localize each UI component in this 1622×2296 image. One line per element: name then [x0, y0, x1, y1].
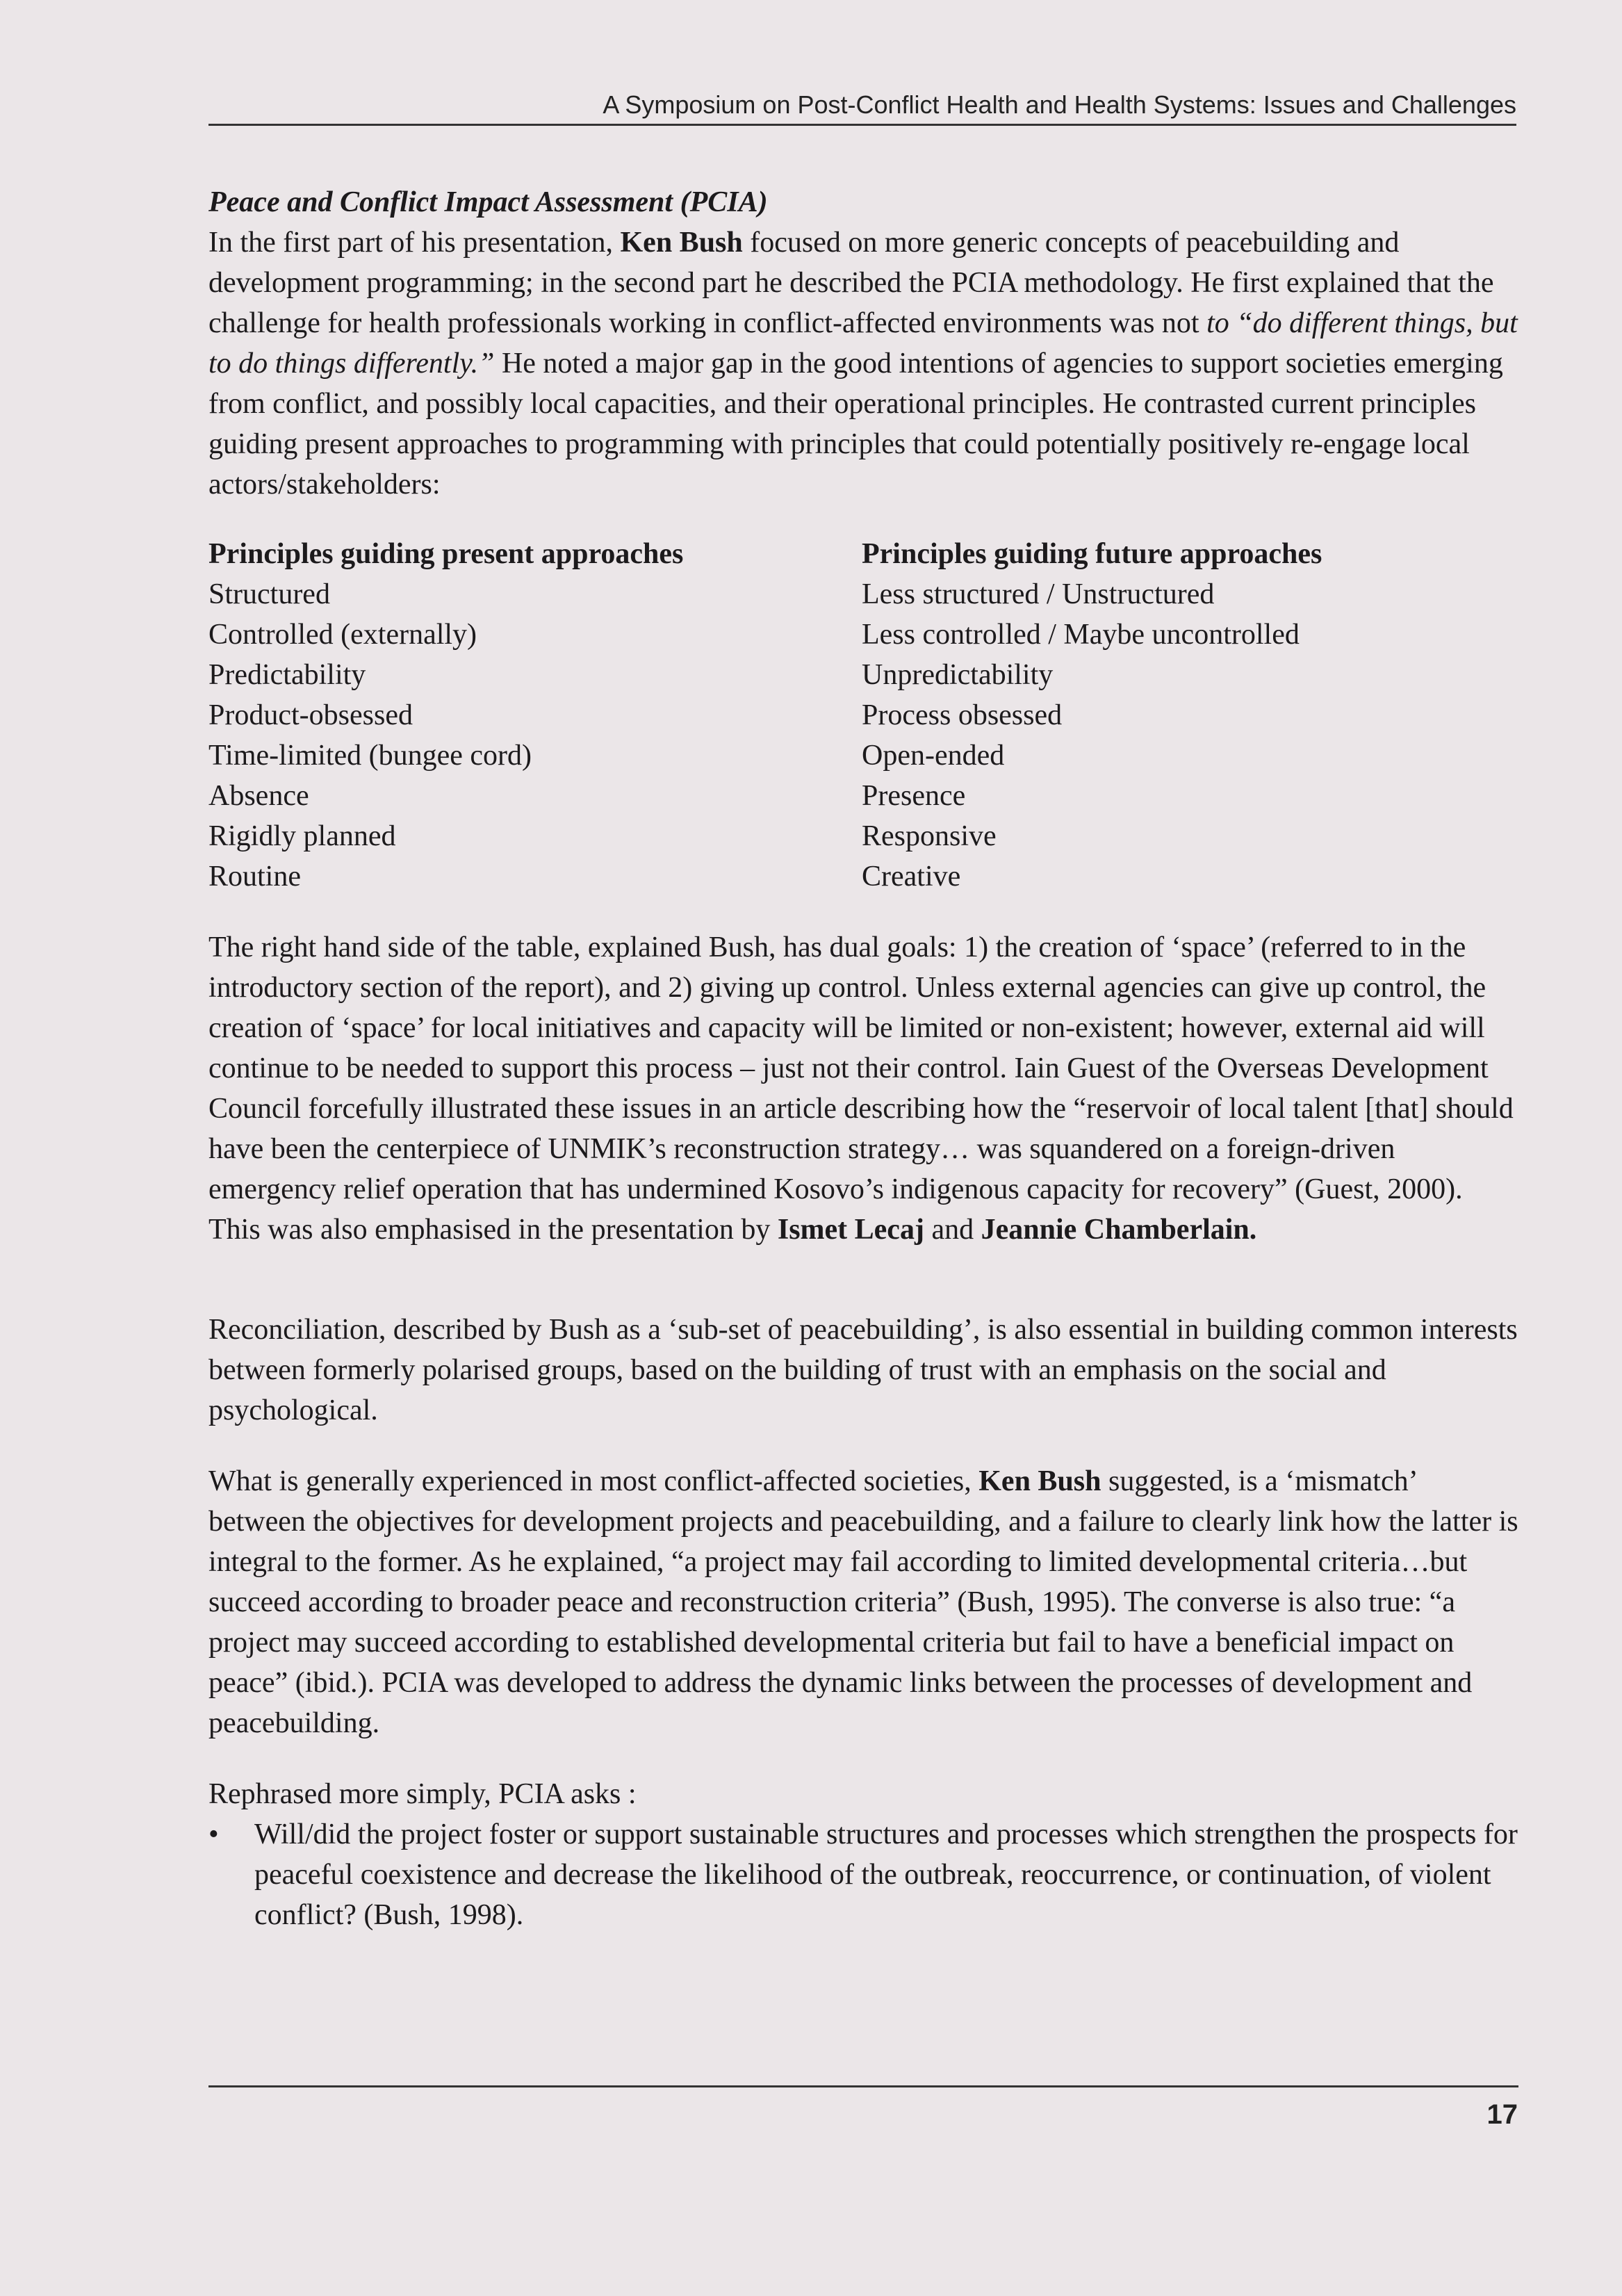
footer-rule — [208, 2085, 1518, 2087]
table-cell: Rigidly planned — [208, 820, 396, 852]
text: He noted a major gap in the good intentions of agencies to support societies emerging from conflict, and possibly local capacities, and their operational principles. He contrasted current principles guiding present approaches to programming with principles that could potentially positively re-engage local actors/stakeholders: — [208, 348, 1503, 500]
bullet-list — [208, 1814, 1518, 1935]
text: focused on more generic concepts of peacebuilding and development programming; in the second part he described the PCIA methodology. He first explained that the challenge for health professionals working in conflict-affected environments was not — [208, 227, 1494, 339]
paragraph-reconciliation: Reconciliation, described by Bush as a ‘sub-set of peacebuilding’, is also essential in building common interests between formerly polarised groups, based on the building of trust with an emphasis on the social and psychological. — [208, 1314, 1518, 1426]
text: suggested, is a ‘mismatch’ between the objectives for development projects and peacebuilding, and a failure to clearly link how the latter is integral to the former. As he explained, “a project may fail according to limited developmental criteria…but succeed according to broader peace and reconstruction criteria” (Bush, 1995). The converse is also true: “a project may succeed according to established developmental criteria but fail to have a beneficial impact on peace” (ibid.). PCIA was developed to address the dynamic links between the processes of development and peacebuilding. — [208, 1465, 1518, 1739]
speaker-name: Ismet Lecaj — [777, 1214, 924, 1246]
text: and — [924, 1214, 981, 1246]
column-header: Principles guiding future approaches — [862, 538, 1322, 570]
page-body — [208, 182, 1518, 1935]
table-cell: Responsive — [862, 820, 997, 852]
running-title: A Symposium on Post-Conflict Health and Health Systems: Issues and Challenges — [603, 90, 1516, 119]
text: What is generally experienced in most conflict-affected societies, — [208, 1465, 979, 1497]
table-cell: Absence — [208, 780, 309, 812]
table-cell: Less structured / Unstructured — [862, 578, 1215, 610]
table-cell: Product-obsessed — [208, 699, 413, 731]
table-cell: Open-ended — [862, 740, 1005, 772]
running-header — [208, 90, 1516, 126]
speaker-name: Ken Bush — [978, 1465, 1101, 1497]
column-header: Principles guiding present approaches — [208, 538, 684, 570]
italic-quote: to “do different things, but to do things differently.” — [208, 307, 1518, 380]
page-number: 17 — [1486, 2099, 1518, 2130]
future-approaches-column — [862, 534, 1515, 897]
table-cell: Structured — [208, 578, 330, 610]
table-cell: Less controlled / Maybe uncontrolled — [862, 619, 1300, 651]
table-cell: Controlled (externally) — [208, 619, 477, 651]
present-approaches-column — [208, 534, 862, 897]
table-cell: Presence — [862, 780, 966, 812]
table-cell: Unpredictability — [862, 659, 1054, 691]
table-cell: Time-limited (bungee cord) — [208, 740, 532, 772]
principles-table — [208, 534, 1518, 897]
speaker-name: Jeannie Chamberlain. — [981, 1214, 1257, 1246]
paragraph-dual-goals — [208, 927, 1518, 1250]
paragraph-mismatch — [208, 1461, 1518, 1743]
table-cell: Routine — [208, 861, 301, 893]
table-cell: Creative — [862, 861, 961, 893]
list-item: • Will/did the project foster or support sustainable structures and processes which strengthen the prospects for peaceful coexistence and decrease the likelihood of the outbreak, reoccurrence, or continuation, of violent conflict? (Bush, 1998). — [208, 1814, 1518, 1935]
paragraph-intro — [208, 222, 1518, 505]
text: The right hand side of the table, explained Bush, has dual goals: 1) the creation of ‘space’ (referred to in the introductory section of the report), and 2) giving up control. Unless external agencies can give up control, the creation of ‘space’ for local initiatives and capacity will be limited or non-existent; however, external aid will continue to be needed to support this process – just not their control. Iain Guest of the Overseas Development Council forcefully illustrated these issues in an article describing how the “reservoir of local talent [that] should have been the centerpiece of UNMIK’s reconstruction strategy… was squandered on a foreign-driven emergency relief operation that has undermined Kosovo’s indigenous capacity for recovery” (Guest, 2000). This was also emphasised in the presentation by — [208, 931, 1514, 1246]
speaker-name: Ken Bush — [620, 227, 743, 259]
section-title: Peace and Conflict Impact Assessment (PCIA) — [208, 186, 768, 218]
table-cell: Predictability — [208, 659, 366, 691]
table-cell: Process obsessed — [862, 699, 1063, 731]
paragraph-pcia-asks: Rephrased more simply, PCIA asks : — [208, 1778, 637, 1810]
text: In the first part of his presentation, — [208, 227, 621, 259]
